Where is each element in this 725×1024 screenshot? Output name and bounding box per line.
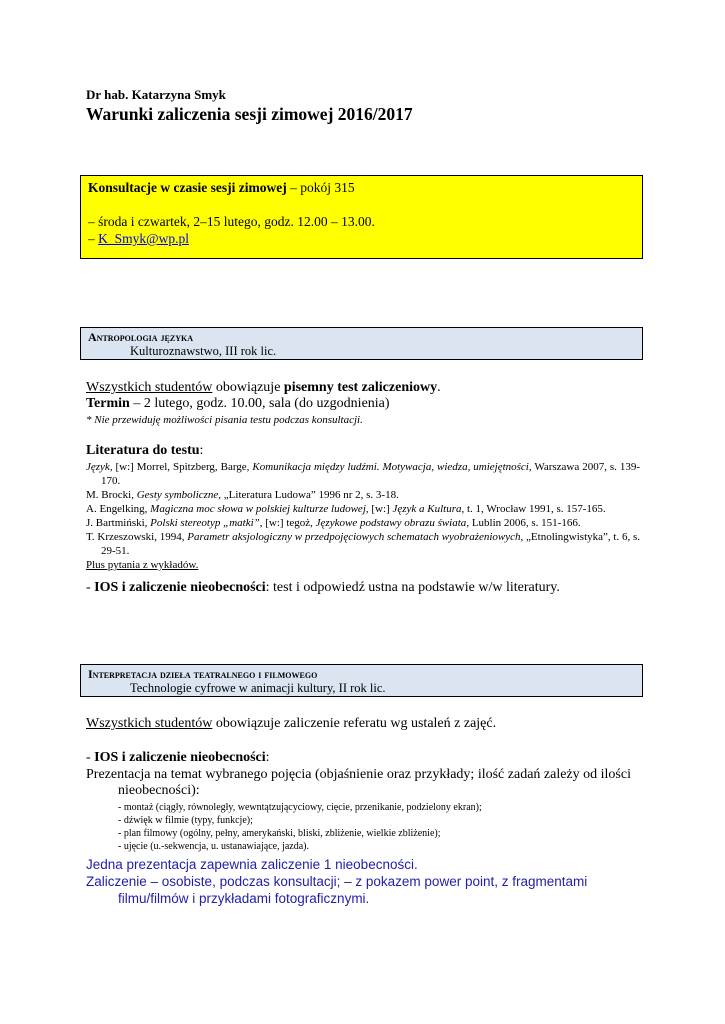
list-item: - ujęcie (u.-sekwencja, u. ustanawiające, jazda). (118, 841, 310, 852)
intro-end: . (437, 380, 441, 395)
literature-item: J. Bartmiński, Polski stereotyp „matki”, [w:] tegoż, Językowe podstawy obrazu świata, Lublin 2006, s. 151-166. (86, 517, 581, 529)
literature-colon: : (199, 443, 204, 458)
presentation-body: Prezentacja na temat wybranego pojęcia (objaśnienie oraz przykłady; ilość zadań zależy od ilości nieobecności): (86, 767, 631, 798)
course-name: Interpretacja dzieła teatralnego i filmowego (88, 667, 318, 681)
list-item: - montaż (ciągły, równoległy, wewntątzującyciowy, cięcie, przenikanie, podzielony ekran); (118, 802, 482, 813)
course-subtitle: Kulturoznawstwo, III rok lic. (130, 344, 277, 358)
consultation-email-line (88, 230, 635, 247)
literature-item: A. Engelking, Magiczna moc słowa w polskiej kulturze ludowej, [w:] Język a Kultura, t. 1, Wrocław 1991, s. 157-165. (86, 503, 606, 515)
concept-list (86, 801, 674, 853)
literature-title: Literatura do testu (86, 443, 200, 458)
presentation-text (86, 767, 642, 799)
list-item: - dźwięk w filmie (typy, funkcje); (118, 815, 253, 826)
intro-students: Wszystkich studentów (86, 380, 213, 395)
ios-line-course2 (86, 750, 642, 766)
literature-item: Język, [w:] Morrel, Spitzberg, Barge, Komunikacja między ludźmi. Motywacja, wiedza, umiejętności, Warszawa 2007, s. 139-170. (86, 461, 640, 487)
intro-test: pisemny test zaliczeniowy (283, 380, 438, 395)
ios-line-course1 (86, 580, 642, 596)
test-intro (86, 380, 642, 396)
intro-mid: obowiązuje (212, 380, 284, 395)
ios-prefix: - (86, 580, 95, 595)
page-title: Warunki zaliczenia sesji zimowej 2016/2017 (86, 104, 413, 124)
literature-heading (86, 443, 642, 459)
literature-item: T. Krzeszowski, 1994, Parametr aksjologiczny w przedpojęciowych schematach wyobrażeniowych, „Etnolingwistyka”, t. 6, s. 29-51. (86, 531, 640, 557)
consultation-room: – pokój 315 (286, 180, 355, 195)
credit-text: Zaliczenie – osobiste, podczas konsultacji; – z pokazem power point, z fragmentami filmu/filmów i przykładami fotograficznymi. (86, 874, 588, 906)
ios-label: IOS i zaliczenie nieobecności (94, 750, 266, 765)
literature-item: M. Brocki, Gesty symboliczne, „Literatura Ludowa” 1996 nr 2, s. 3-18. (86, 489, 399, 501)
list-item: - plan filmowy (ogólny, pełny, amerykański, bliski, zbliżenie, wielkie zbliżenie); (118, 828, 441, 839)
email-link[interactable]: K_Smyk@wp.pl (98, 231, 189, 246)
term-text: – 2 lutego, godz. 10.00, sala (do uzgodnienia) (129, 396, 390, 411)
author-name: Dr hab. Katarzyna Smyk (86, 87, 226, 102)
essay-intro (86, 716, 642, 732)
consultation-label: Konsultacje w czasie sesji zimowej (88, 180, 287, 195)
ios-colon: : (265, 750, 270, 765)
literature-list (86, 460, 640, 572)
course-header-interpretation (80, 664, 643, 697)
ios-text: : test i odpowiedź ustna na podstawie w/w literatury. (265, 580, 560, 595)
consultation-heading (88, 179, 635, 196)
ios-label: IOS i zaliczenie nieobecności (94, 580, 266, 595)
email-prefix: – (88, 231, 99, 246)
course-header-anthropology (80, 327, 643, 360)
test-term (86, 396, 642, 412)
one-presentation-note: Jedna prezentacja zapewnia zaliczenie 1 nieobecności. (86, 857, 418, 872)
course-name: Antropologia języka (88, 330, 194, 344)
lecture-questions: Plus pytania z wykładów. (86, 559, 199, 571)
credit-note (86, 873, 646, 907)
intro-students: Wszystkich studentów (86, 716, 213, 731)
consultation-schedule: – środa i czwartek, 2–15 lutego, godz. 12.00 – 13.00. (88, 214, 375, 229)
intro-rest: obowiązuje zaliczenie referatu wg ustaleń z zajęć. (212, 716, 497, 731)
ios-prefix: - (86, 750, 95, 765)
consultation-box (80, 175, 643, 259)
test-note: * Nie przewiduję możliwości pisania testu podczas konsultacji. (86, 414, 363, 426)
term-label: Termin (86, 396, 130, 411)
course-subtitle: Technologie cyfrowe w animacji kultury, II rok lic. (130, 681, 386, 695)
